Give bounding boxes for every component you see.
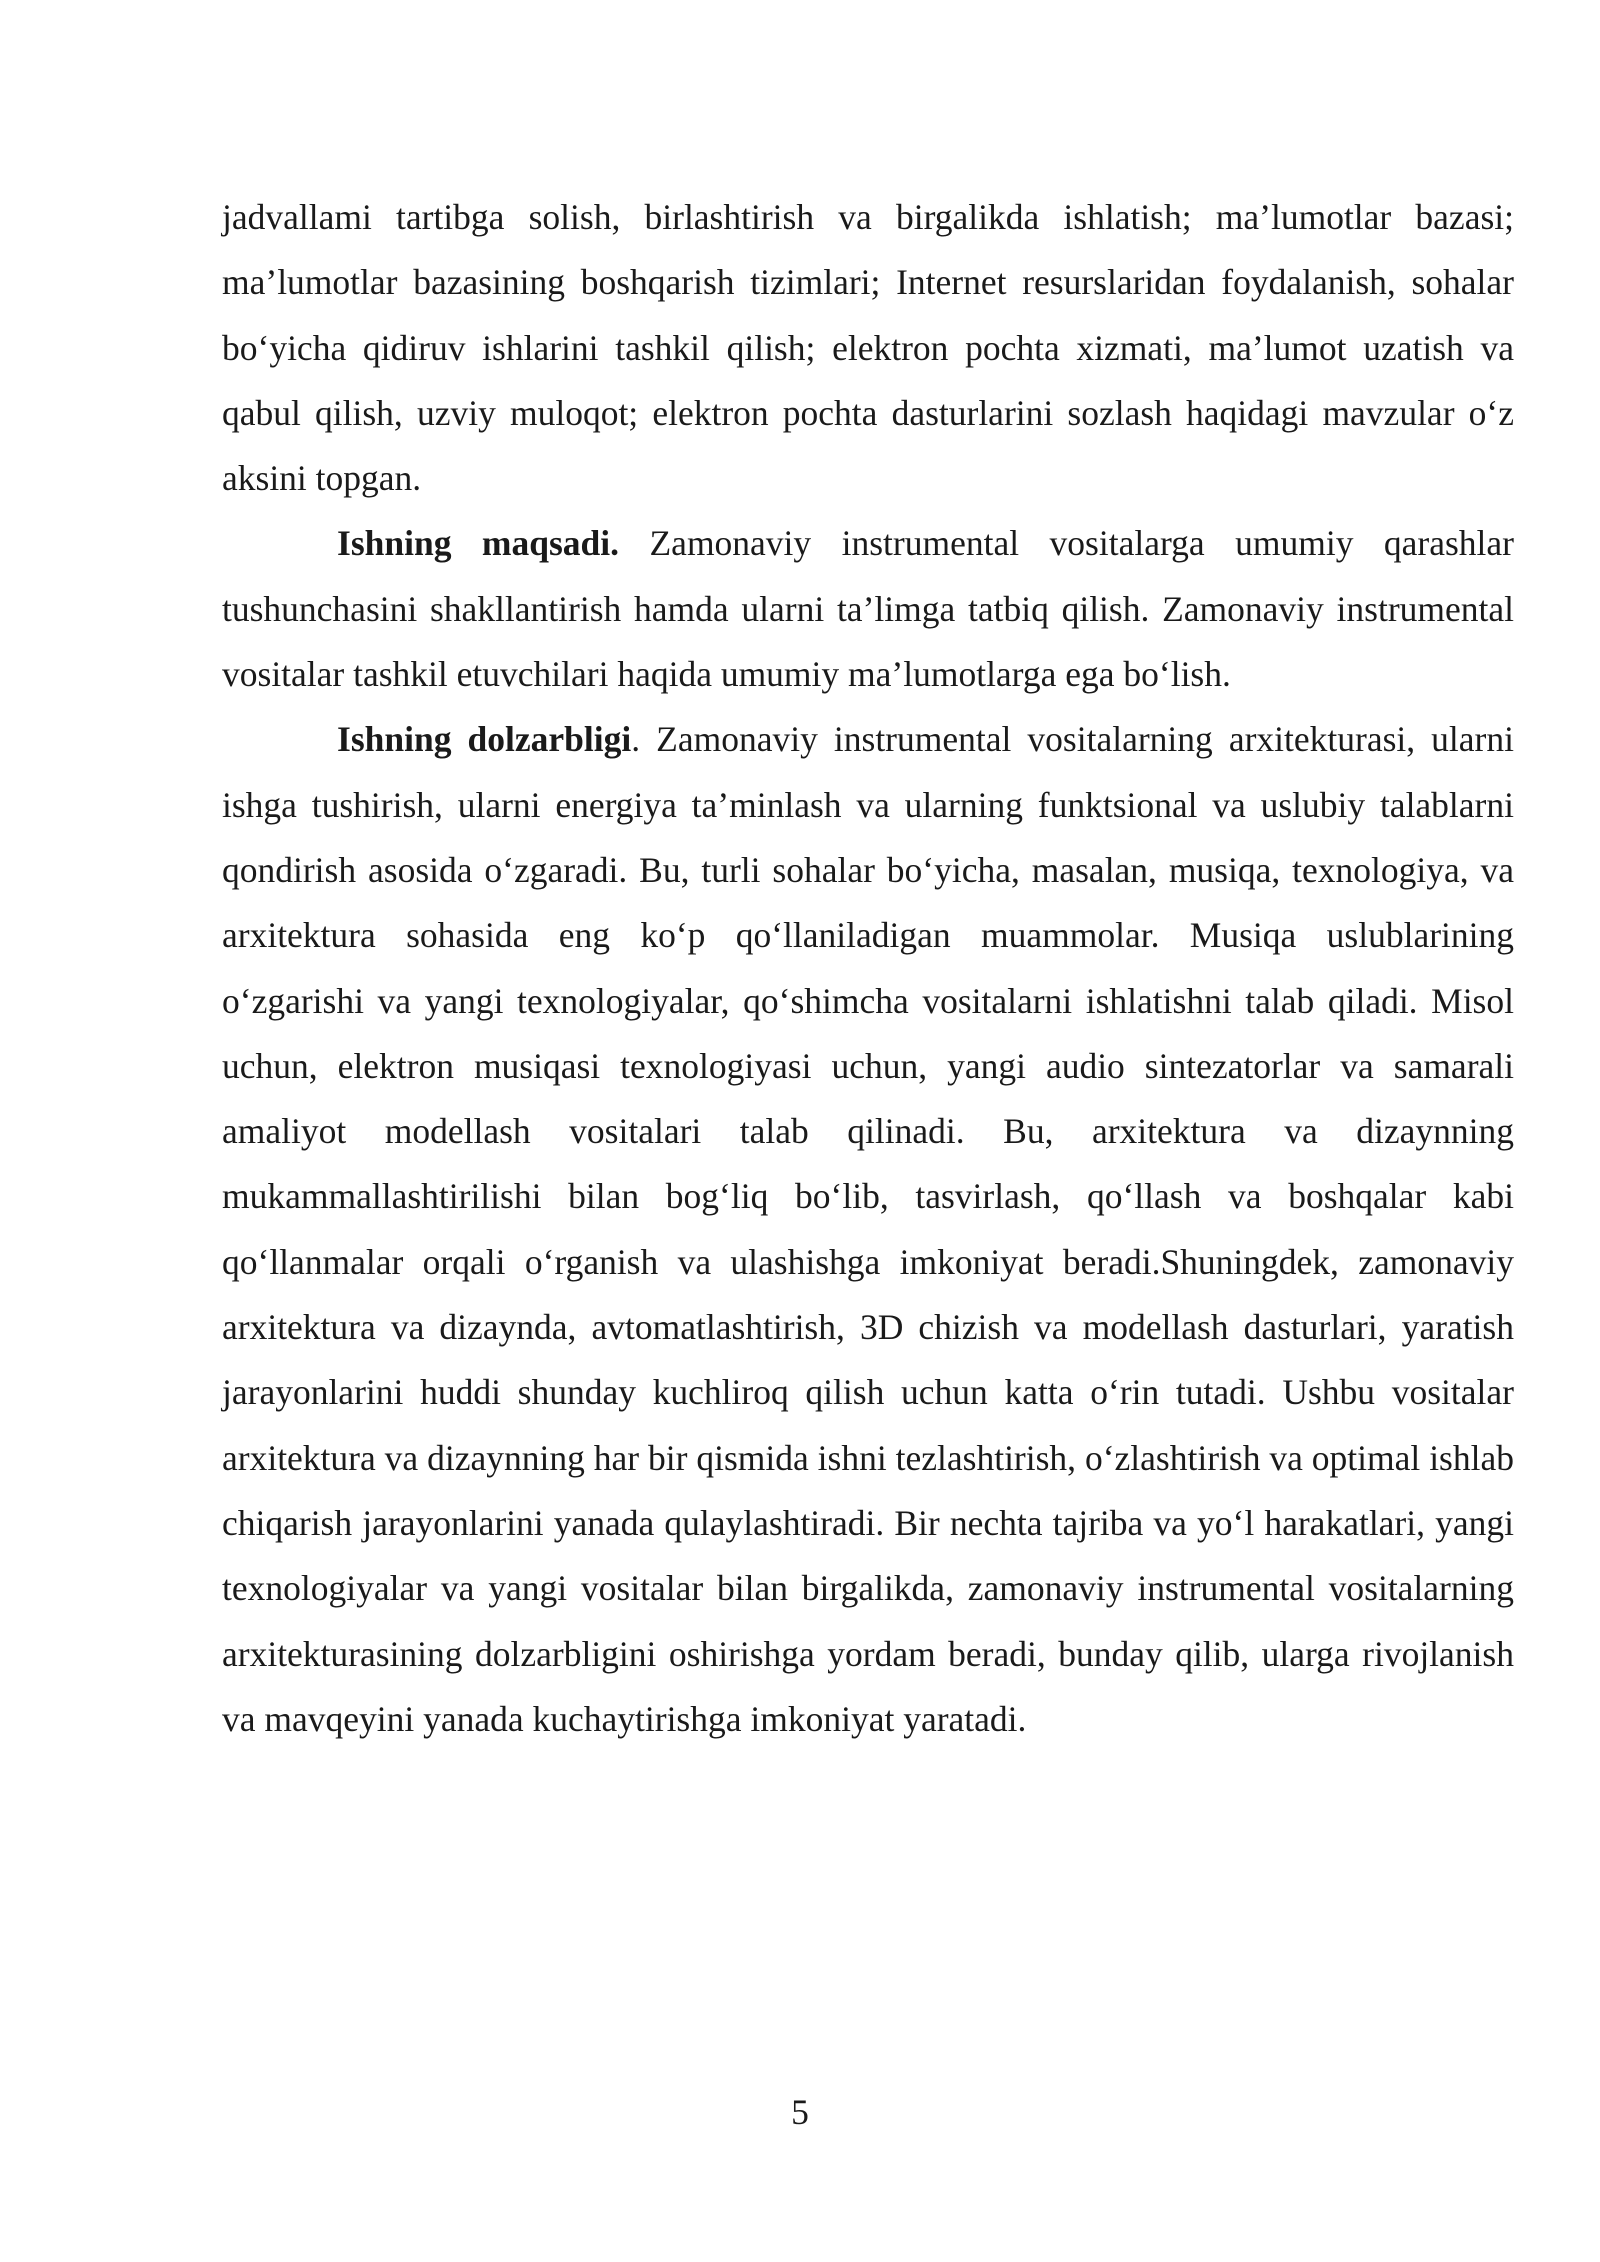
paragraph-goal [222,511,1514,707]
paragraph-relevance [222,707,1514,1752]
paragraph-text: Zamonaviy instrumental vositalarga umumiy qarashlar tushunchasini shakllantirish hamda ularni ta’limga tatbiq qilish. Zamonaviy instrumental vositalar tashkil etuvchilari haqida umumiy ma’lumotlarga ega bo‘lish. [222,523,1514,695]
section-heading-relevance: Ishning dolzarbligi [337,719,632,760]
paragraph-text: jadvallami tartibga solish, birlashtirish va birgalikda ishlatish; ma’lumotlar bazasi; ma’lumotlar bazasining boshqarish tizimlari; Internet resurslaridan foydalanish, sohalar bo‘yicha qidiruv ishlarini tashkil qilish; elektron pochta xizmati, ma’lumot uzatish va qabul qilish, uzviy muloqot; elektron pochta dasturlarini sozlash haqidagi mavzular o‘z aksini topgan. [222,197,1514,499]
page-number: 5 [791,2092,809,2132]
body-text [222,185,1514,1752]
paragraph-text: . Zamonaviy instrumental vositalarning arxitekturasi, ularni ishga tushirish, ularni energiya ta’minlash va ularning funktsional va uslubiy talablarni qondirish asosida o‘zgaradi. Bu, turli sohalar bo‘yicha, masalan, musiqa, texnologiya, va arxitektura sohasida eng ko‘p qo‘llaniladigan muammolar. Musiqa uslublarining o‘zgarishi va yangi texnologiyalar, qo‘shimcha vositalarni ishlatishni talab qiladi. Misol uchun, elektron musiqasi texnologiyasi uchun, yangi audio sintezatorlar va samarali amaliyot modellash vositalari talab qilinadi. Bu, arxitektura va dizaynning mukammallashtirilishi bilan bog‘liq bo‘lib, tasvirlash, qo‘llash va boshqalar kabi qo‘llanmalar orqali o‘rganish va ulashishga imkoniyat beradi.Shuningdek, zamonaviy arxitektura va dizaynda, avtomatlashtirish, 3D chizish va modellash dasturlari, yaratish jarayonlarini huddi shunday kuchliroq qilish uchun katta o‘rin tutadi. Ushbu vositalar arxitektura va dizaynning har bir qismida ishni tezlashtirish, o‘zlashtirish va optimal ishlab chiqarish jarayonlarini yanada qulaylashtiradi. Bir nechta tajriba va yo‘l harakatlari, yangi texnologiyalar va yangi vositalar bilan birgalikda, zamonaviy instrumental vositalarning arxitekturasining dolzarbligini oshirishga yordam beradi, bunday qilib, ularga rivojlanish va mavqeyini yanada kuchaytirishga imkoniyat yaratadi. [222,719,1514,1739]
section-heading-goal: Ishning maqsadi. [337,523,620,564]
paragraph-continuation [222,185,1514,511]
